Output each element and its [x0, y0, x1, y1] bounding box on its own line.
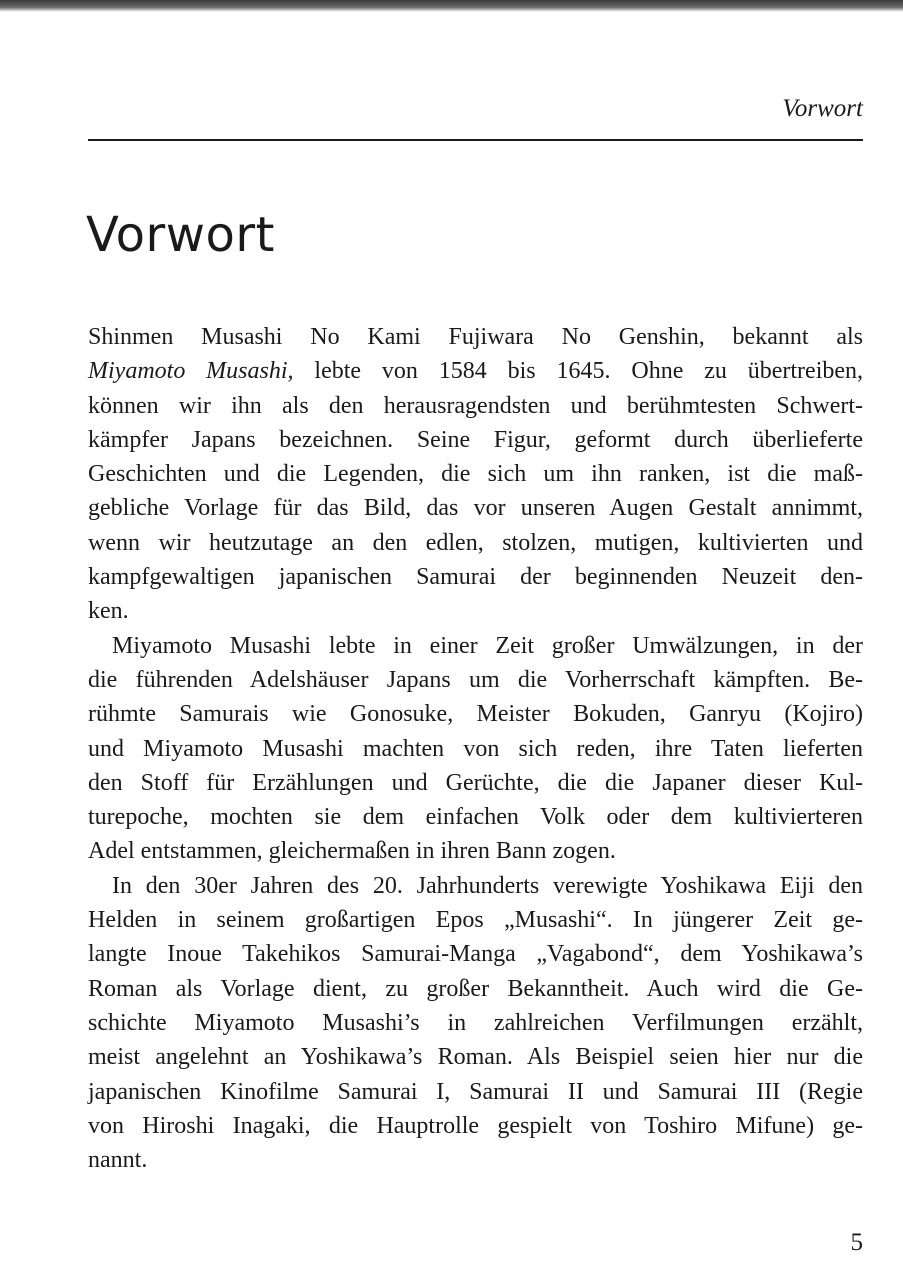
line-text: lebte von 1584 bis 1645. Ohne zu übertreiben,: [293, 358, 864, 385]
text-line: nannt.: [88, 1147, 148, 1174]
body-text: [88, 320, 863, 1177]
text-line: können wir ihn als den herausragendsten und berühmtesten Schwert-: [88, 392, 863, 419]
header-rule: [88, 139, 863, 141]
text-line: In den 30er Jahren des 20. Jahrhunderts verewigte Yoshikawa Eiji den: [112, 872, 863, 899]
text-line: Roman als Vorlage dient, zu großer Bekanntheit. Auch wird die Ge-: [88, 975, 863, 1002]
running-head: Vorwort: [782, 95, 863, 122]
text-line: Helden in seinem großartigen Epos „Musashi“. In jüngerer Zeit ge-: [88, 907, 863, 934]
text-line: meist angelehnt an Yoshikawa’s Roman. Als Beispiel seien hier nur die: [88, 1044, 863, 1071]
text-line: gebliche Vorlage für das Bild, das vor unseren Augen Gestalt annimmt,: [88, 495, 863, 522]
paragraph: [88, 629, 863, 869]
paragraph: [88, 869, 863, 1178]
text-line: Adel entstammen, gleichermaßen in ihren Bann zogen.: [88, 838, 616, 865]
text-line: kämpfer Japans bezeichnen. Seine Figur, geformt durch überlieferte: [88, 426, 863, 453]
text-line: wenn wir heutzutage an den edlen, stolzen, mutigen, kultivierten und: [88, 529, 863, 556]
text-line: langte Inoue Takehikos Samurai-Manga „Vagabond“, dem Yoshikawa’s: [88, 941, 863, 968]
italic-name: Miyamoto Musashi,: [88, 358, 294, 385]
text-line: Geschichten und die Legenden, die sich um ihn ranken, ist die maß-: [88, 461, 863, 488]
text-line: Miyamoto Musashi lebte in einer Zeit großer Umwälzungen, in der: [112, 632, 863, 659]
text-line: [88, 354, 863, 388]
text-line: japanischen Kinofilme Samurai I, Samurai II und Samurai III (Regie: [88, 1078, 863, 1105]
text-line: die führenden Adelshäuser Japans um die Vorherrschaft kämpften. Be-: [88, 666, 863, 693]
text-line: schichte Miyamoto Musashi’s in zahlreichen Verfilmungen erzählt,: [88, 1009, 863, 1036]
text-line: turepoche, mochten sie dem einfachen Volk oder dem kultivierteren: [88, 804, 863, 831]
text-line: Shinmen Musashi No Kami Fujiwara No Genshin, bekannt als: [88, 324, 863, 350]
paragraph: [88, 320, 863, 629]
text-line: kampfgewaltigen japanischen Samurai der beginnenden Neuzeit den-: [88, 564, 863, 591]
text-line: und Miyamoto Musashi machten von sich reden, ihre Taten lieferten: [88, 735, 863, 762]
text-line: den Stoff für Erzählungen und Gerüchte, die die Japaner dieser Kul-: [88, 769, 863, 796]
chapter-title: Vorwort: [86, 207, 275, 263]
text-line: von Hiroshi Inagaki, die Hauptrolle gespielt von Toshiro Mifune) ge-: [88, 1112, 863, 1139]
text-line: rühmte Samurais wie Gonosuke, Meister Bokuden, Ganryu (Kojiro): [88, 701, 863, 728]
page-top-edge: [0, 0, 903, 12]
page-number: 5: [850, 1229, 863, 1256]
text-line: ken.: [88, 598, 129, 625]
